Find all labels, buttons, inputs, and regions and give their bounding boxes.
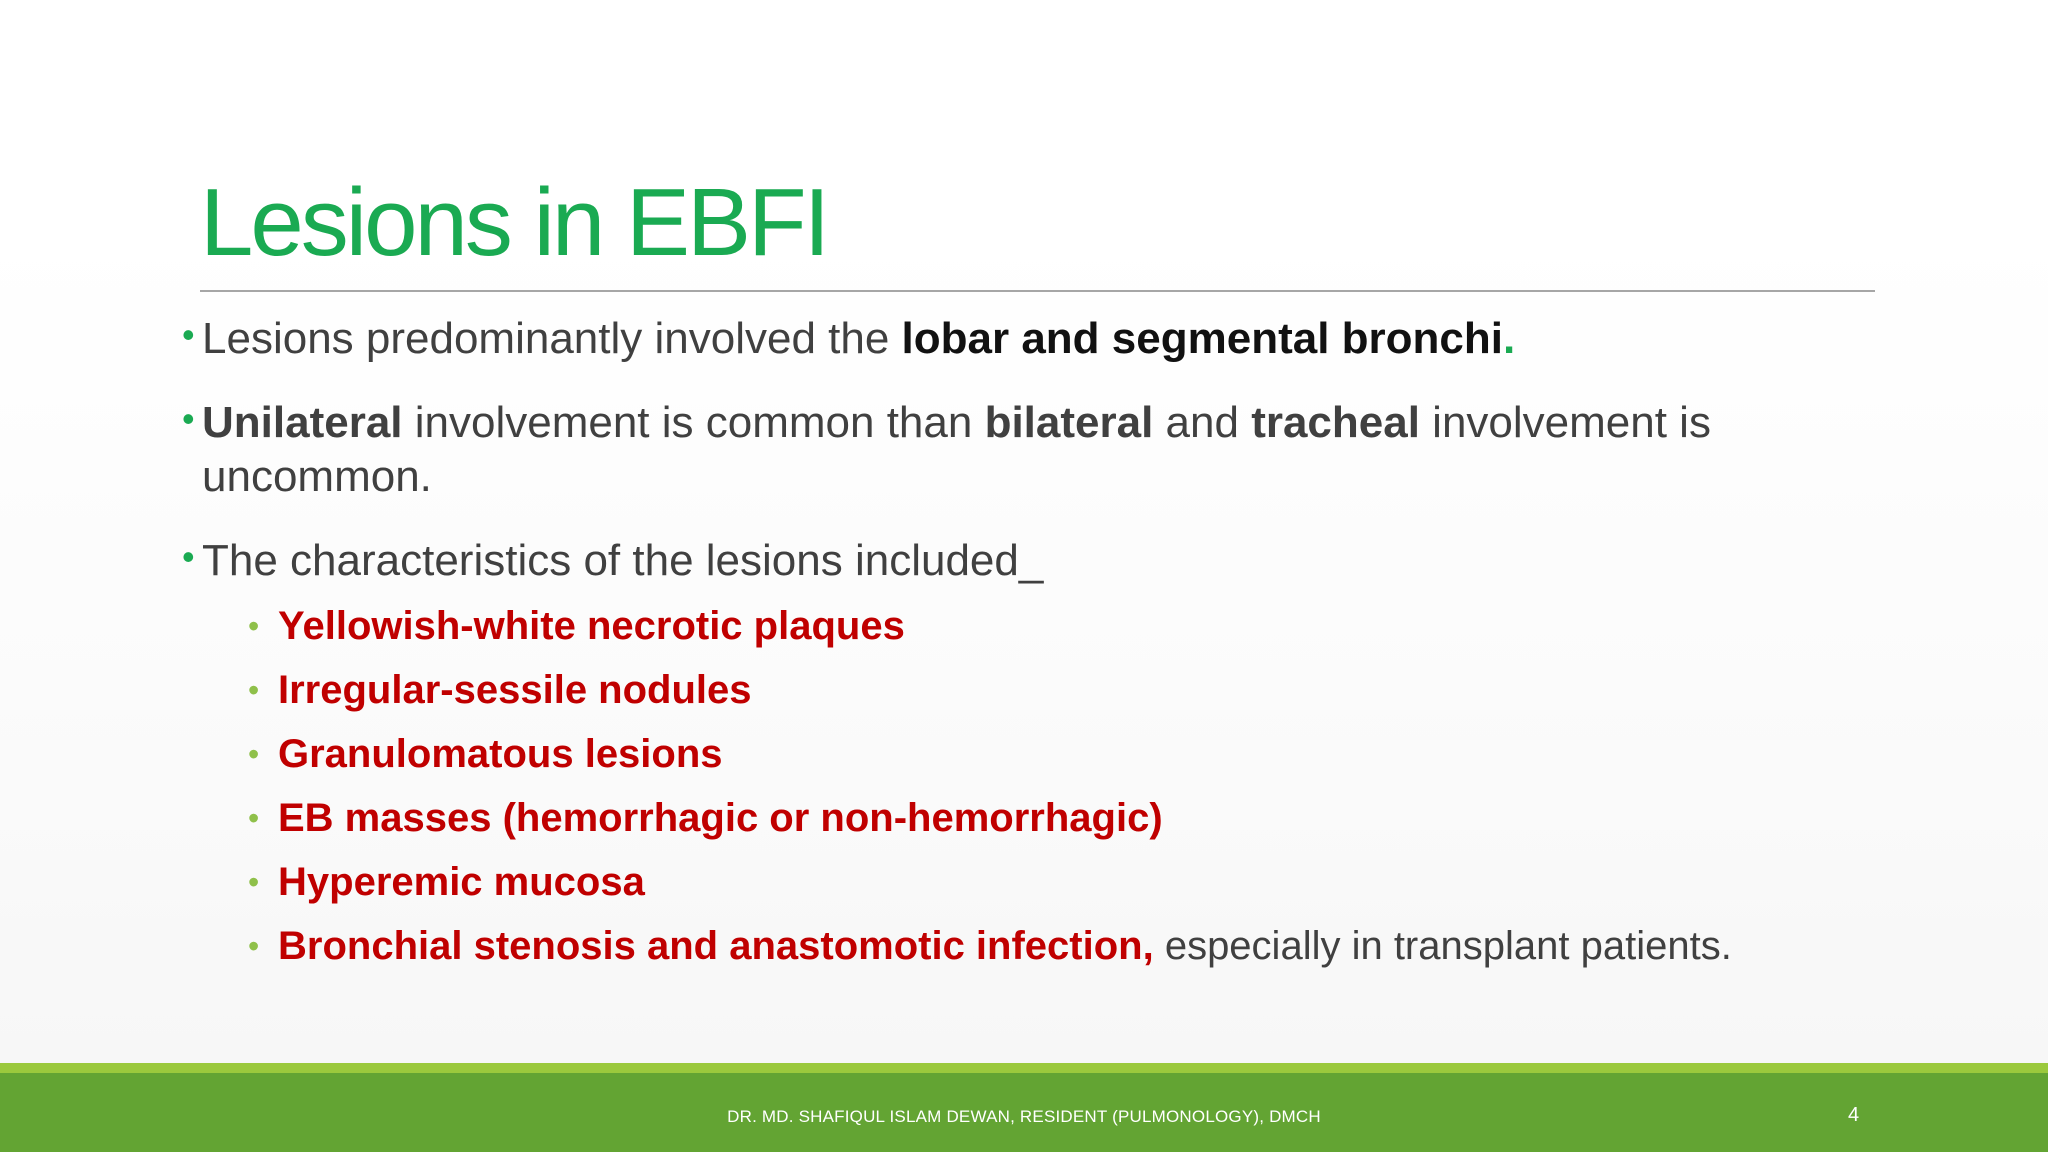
- bullet-bold-text: bilateral: [984, 398, 1154, 447]
- title-divider: [200, 290, 1875, 292]
- bullet-bold-text: Unilateral: [202, 398, 403, 447]
- bullet-lobar-segmental: [182, 312, 1882, 366]
- page-number: 4: [1848, 1104, 1860, 1126]
- lesion-characteristics-list: [182, 594, 1882, 978]
- footer-accent-stripe: [0, 1063, 2048, 1073]
- sub-bullet-dot-icon: •: [248, 672, 260, 708]
- bullet-text: and: [1153, 398, 1252, 447]
- bullet-unilateral: [182, 396, 1882, 504]
- list-item: [248, 914, 1882, 978]
- bullet-characteristics: [182, 534, 1882, 588]
- bullet-dot-icon: •: [182, 314, 195, 355]
- slide-title: Lesions in EBFI: [200, 169, 828, 276]
- list-item-text-emphasis: Bronchial stenosis and anastomotic infection,: [278, 924, 1154, 968]
- footer-author: DR. MD. SHAFIQUL ISLAM DEWAN, RESIDENT (PULMONOLOGY), DMCH: [727, 1107, 1321, 1126]
- bullet-text: involvement is uncommon.: [202, 398, 1711, 501]
- list-item: [248, 658, 1882, 722]
- bullet-text: The characteristics of the lesions included_: [202, 536, 1044, 585]
- list-item: [248, 594, 1882, 658]
- sub-bullet-dot-icon: •: [248, 800, 260, 836]
- list-item-text: Hyperemic mucosa: [278, 860, 645, 904]
- list-item: [248, 786, 1882, 850]
- sub-bullet-dot-icon: •: [248, 608, 260, 644]
- footer-bar: [0, 1073, 2048, 1152]
- sub-bullet-dot-icon: •: [248, 864, 260, 900]
- bullet-bold-text: tracheal: [1251, 398, 1420, 447]
- bullet-text: Lesions predominantly involved the: [202, 314, 902, 363]
- list-item-text: Irregular-sessile nodules: [278, 668, 752, 712]
- bullet-bold-text: lobar and segmental bronchi: [901, 314, 1503, 363]
- slide-content: [182, 312, 1882, 978]
- list-item-text: EB masses (hemorrhagic or non-hemorrhagic): [278, 796, 1163, 840]
- bullet-text: involvement is common than: [402, 398, 985, 447]
- list-item: [248, 722, 1882, 786]
- bullet-dot-icon: •: [182, 536, 195, 577]
- sub-bullet-dot-icon: •: [248, 928, 260, 964]
- list-item-text: especially in transplant patients.: [1153, 924, 1732, 968]
- list-item: [248, 850, 1882, 914]
- bullet-dot-icon: •: [182, 398, 195, 439]
- sub-bullet-dot-icon: •: [248, 736, 260, 772]
- list-item-text: Granulomatous lesions: [278, 732, 723, 776]
- bullet-period: .: [1502, 314, 1516, 363]
- list-item-text: Yellowish-white necrotic plaques: [278, 604, 905, 648]
